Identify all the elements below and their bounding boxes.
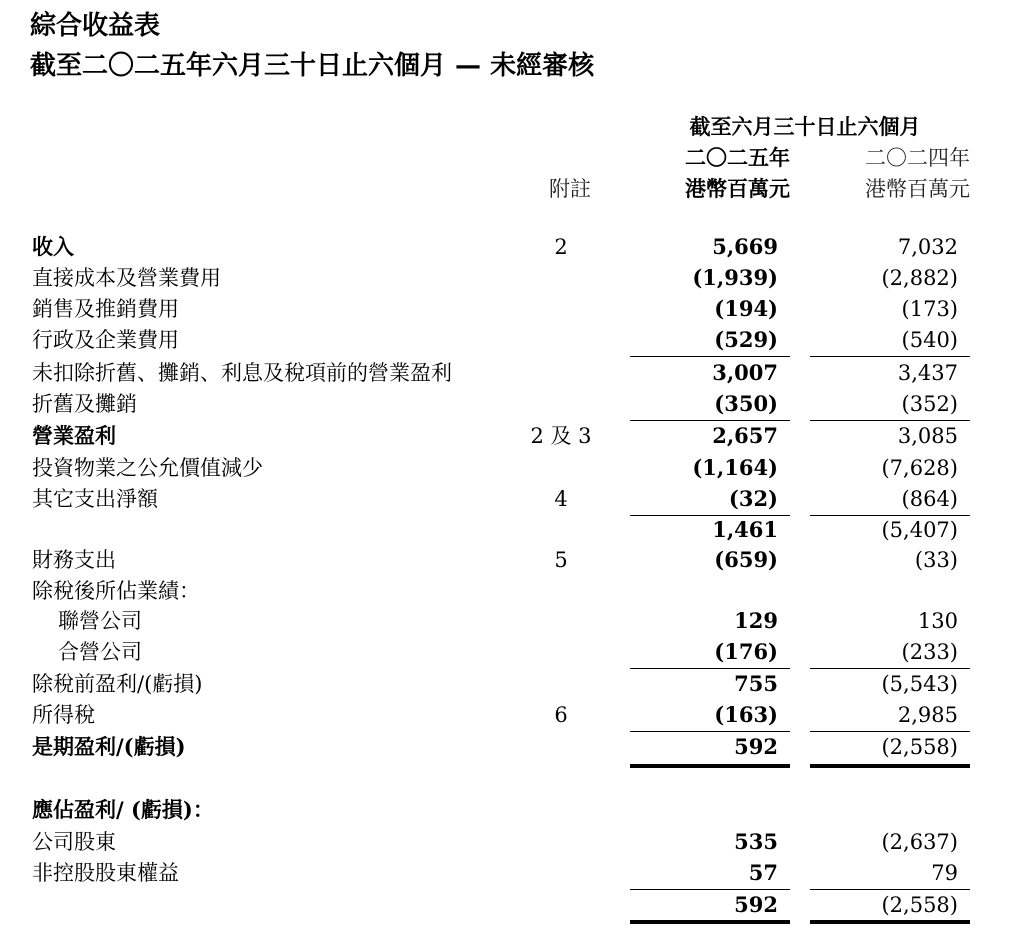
value-2025: (194) xyxy=(714,296,778,321)
value-2024: (7,628) xyxy=(881,456,958,480)
rule-2025 xyxy=(630,731,790,732)
value-2025: (529) xyxy=(714,327,778,352)
value-2025: 535 xyxy=(734,829,778,854)
value-2025: (1,939) xyxy=(692,265,778,290)
value-2024: (540) xyxy=(901,328,958,352)
row-associates xyxy=(0,606,1014,638)
value-2024: (2,558) xyxy=(881,893,958,917)
value-2024: 130 xyxy=(917,609,958,633)
value-2024: (33) xyxy=(914,548,958,572)
value-2024: 7,032 xyxy=(897,235,958,259)
rule-2025 xyxy=(630,515,790,516)
row-label: 所得稅 xyxy=(32,703,95,727)
row-label: 折舊及攤銷 xyxy=(32,392,137,416)
row-share-of-results xyxy=(0,576,1014,608)
rule-2024 xyxy=(810,515,970,516)
row-label: 直接成本及營業費用 xyxy=(32,266,221,290)
value-2025: (176) xyxy=(714,639,778,664)
row-label: 聯營公司 xyxy=(58,609,142,633)
row-operating-profit xyxy=(0,421,1014,453)
rule-2024 xyxy=(810,420,970,421)
row-ebitda xyxy=(0,358,1014,390)
value-2025: (350) xyxy=(714,391,778,416)
rule-2025 xyxy=(630,889,790,890)
row-label: 銷售及推銷費用 xyxy=(32,297,179,321)
statement-subtitle: 截至二〇二五年六月三十日止六個月 — 未經審核 xyxy=(30,51,595,81)
note-column-header: 附註 xyxy=(549,177,591,201)
row-direct-costs xyxy=(0,263,1014,295)
rule-2024 xyxy=(810,356,970,357)
value-2024: (2,637) xyxy=(881,830,958,854)
row-attributable-heading xyxy=(0,795,1014,827)
row-note: 2 及 3 xyxy=(530,424,592,448)
value-2025: 5,669 xyxy=(712,234,778,259)
row-label: 收入 xyxy=(32,234,74,259)
row-label: 是期盈利/(虧損) xyxy=(32,734,186,759)
double-rule-2024 xyxy=(810,920,970,924)
row-label: 除稅前盈利/(虧損) xyxy=(32,672,203,696)
value-2024: (233) xyxy=(901,640,958,664)
year-2025-header: 二〇二五年 xyxy=(685,145,790,170)
value-2025: 592 xyxy=(734,734,778,759)
double-rule-2024 xyxy=(810,764,970,768)
value-2025: 57 xyxy=(748,860,778,885)
row-other-expenses xyxy=(0,484,1014,516)
row-joint-ventures xyxy=(0,637,1014,669)
value-2024: (2,558) xyxy=(881,735,958,759)
value-2024: (864) xyxy=(901,487,958,511)
row-revenue xyxy=(0,232,1014,264)
rule-2025 xyxy=(630,356,790,357)
row-label: 非控股股東權益 xyxy=(32,861,179,885)
row-profit-before-tax xyxy=(0,669,1014,701)
row-label: 營業盈利 xyxy=(32,423,116,448)
row-subtotal xyxy=(0,515,1014,547)
row-label: 投資物業之公允價值減少 xyxy=(32,456,263,480)
rule-2024 xyxy=(810,731,970,732)
value-2024: 3,437 xyxy=(897,361,958,385)
row-label: 合營公司 xyxy=(58,640,142,664)
row-note: 2 xyxy=(554,235,568,259)
row-label: 財務支出 xyxy=(32,548,116,572)
unit-2024-header: 港幣百萬元 xyxy=(865,177,970,201)
rule-2024 xyxy=(810,668,970,669)
statement-title: 綜合收益表 xyxy=(30,11,161,41)
value-2025: (163) xyxy=(714,702,778,727)
double-rule-2025 xyxy=(630,920,790,924)
row-label: 除稅後所佔業績： xyxy=(32,579,200,603)
value-2024: 2,985 xyxy=(897,703,958,727)
value-2025: 2,657 xyxy=(712,423,778,448)
year-2024-header: 二〇二四年 xyxy=(865,146,970,170)
value-2025: 755 xyxy=(734,671,778,696)
row-shareholders xyxy=(0,827,1014,859)
unit-2025-header: 港幣百萬元 xyxy=(685,176,790,201)
row-depreciation xyxy=(0,389,1014,421)
row-admin-expenses xyxy=(0,325,1014,357)
value-2024: (173) xyxy=(901,297,958,321)
row-note: 5 xyxy=(554,548,568,572)
double-rule-2025 xyxy=(630,764,790,768)
row-period-profit xyxy=(0,732,1014,764)
value-2024: (5,407) xyxy=(881,518,958,542)
value-2025: 1,461 xyxy=(712,517,778,542)
value-2024: (352) xyxy=(901,392,958,416)
value-2025: 3,007 xyxy=(712,360,778,385)
value-2024: (2,882) xyxy=(881,266,958,290)
value-2025: 592 xyxy=(734,892,778,917)
rule-2025 xyxy=(630,420,790,421)
value-2025: (659) xyxy=(714,547,778,572)
row-finance-costs xyxy=(0,545,1014,577)
value-2024: 3,085 xyxy=(897,424,958,448)
row-total-attributable xyxy=(0,890,1014,922)
row-income-tax xyxy=(0,700,1014,732)
row-fair-value-decrease xyxy=(0,453,1014,485)
value-2024: (5,543) xyxy=(881,672,958,696)
value-2025: (1,164) xyxy=(692,455,778,480)
rule-2024 xyxy=(810,889,970,890)
row-label: 其它支出淨額 xyxy=(32,487,158,511)
row-label: 行政及企業費用 xyxy=(32,328,179,352)
row-label: 未扣除折舊、攤銷、利息及稅項前的營業盈利 xyxy=(32,361,452,385)
row-label: 應佔盈利/ (虧損)： xyxy=(32,797,214,822)
row-note: 6 xyxy=(554,703,568,727)
row-selling-expenses xyxy=(0,294,1014,326)
value-2024: 79 xyxy=(931,861,958,885)
rule-2025 xyxy=(630,668,790,669)
value-2025: (32) xyxy=(728,486,778,511)
period-header: 截至六月三十日止六個月 xyxy=(689,114,921,139)
row-label: 公司股東 xyxy=(32,830,116,854)
value-2025: 129 xyxy=(734,608,778,633)
row-note: 4 xyxy=(554,487,568,511)
row-non-controlling xyxy=(0,858,1014,890)
